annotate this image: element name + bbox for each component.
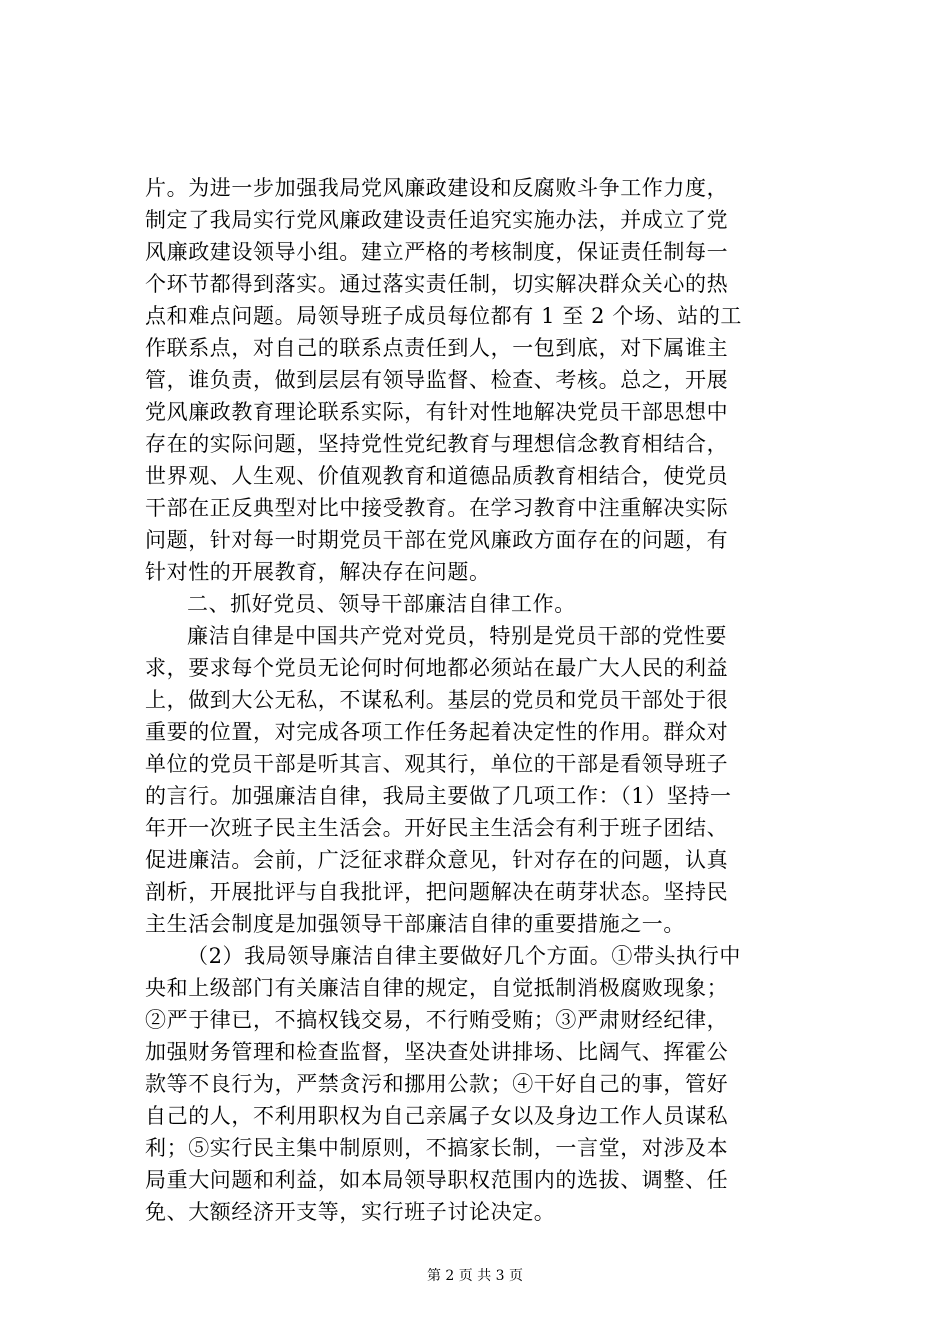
text-line: 风廉政建设领导小组。建立严格的考核制度，保证责任制每一 bbox=[145, 240, 729, 264]
text-line: ②严于律已，不搞权钱交易，不行贿受贿；③严肃财经纪律， bbox=[145, 1008, 729, 1032]
text-line: 个环节都得到落实。通过落实责任制，切实解决群众关心的热 bbox=[145, 272, 729, 296]
text-line: 求，要求每个党员无论何时何地都必须站在最广大人民的利益 bbox=[145, 656, 729, 680]
text-line: 针对性的开展教育，解决存在问题。 bbox=[145, 560, 491, 584]
text-line: 片。为进一步加强我局党风廉政建设和反腐败斗争工作力度， bbox=[145, 176, 729, 200]
text-line: 的言行。加强廉洁自律，我局主要做了几项工作：（1）坚持一 bbox=[145, 784, 732, 808]
section-heading bbox=[145, 588, 810, 620]
text-line: （2）我局领导廉洁自律主要做好几个方面。①带头执行中 bbox=[187, 944, 741, 968]
document-body bbox=[145, 172, 810, 1228]
text-line: 存在的实际问题，坚持党性党纪教育与理想信念教育相结合， bbox=[145, 432, 729, 456]
text-line: 年开一次班子民主生活会。开好民主生活会有利于班子团结、 bbox=[145, 816, 729, 840]
text-line: 管，谁负责，做到层层有领导监督、检查、考核。总之，开展 bbox=[145, 368, 729, 392]
page-footer bbox=[0, 1265, 950, 1285]
paragraph-1 bbox=[145, 172, 810, 588]
text-line: 作联系点，对自己的联系点责任到人，一包到底，对下属谁主 bbox=[145, 336, 729, 360]
text-line: 问题，针对每一时期党员干部在党风廉政方面存在的问题，有 bbox=[145, 528, 729, 552]
text-line: 世界观、人生观、价值观教育和道德品质教育相结合，使党员 bbox=[145, 464, 729, 488]
text-line: 上，做到大公无私，不谋私利。基层的党员和党员干部处于很 bbox=[145, 688, 729, 712]
text-line: 款等不良行为，严禁贪污和挪用公款；④干好自己的事，管好 bbox=[145, 1072, 729, 1096]
text-line: 单位的党员干部是听其言、观其行，单位的干部是看领导班子 bbox=[145, 752, 729, 776]
paragraph-3 bbox=[145, 940, 810, 1228]
text-line: 局重大问题和利益，如本局领导职权范围内的选拔、调整、任 bbox=[145, 1168, 729, 1192]
text-line: 免、大额经济开支等，实行班子讨论决定。 bbox=[145, 1200, 556, 1224]
text-line: 干部在正反典型对比中接受教育。在学习教育中注重解决实际 bbox=[145, 496, 729, 520]
text-line: 主生活会制度是加强领导干部廉洁自律的重要措施之一。 bbox=[145, 912, 685, 936]
text-line: 央和上级部门有关廉洁自律的规定，自觉抵制消极腐败现象； bbox=[145, 976, 729, 1000]
text-line: 党风廉政教育理论联系实际，有针对性地解决党员干部思想中 bbox=[145, 400, 729, 424]
heading-line: 二、抓好党员、领导干部廉洁自律工作。 bbox=[187, 592, 576, 616]
page-number: 第 2 页 共 3 页 bbox=[426, 1268, 524, 1284]
text-line: 利；⑤实行民主集中制原则，不搞家长制，一言堂，对涉及本 bbox=[145, 1136, 729, 1160]
text-line: 廉洁自律是中国共产党对党员，特别是党员干部的党性要 bbox=[187, 624, 727, 648]
paragraph-2 bbox=[145, 620, 810, 940]
text-line: 加强财务管理和检查监督，坚决查处讲排场、比阔气、挥霍公 bbox=[145, 1040, 729, 1064]
text-line: 点和难点问题。局领导班子成员每位都有 1 至 2 个场、站的工 bbox=[145, 304, 743, 328]
text-line: 重要的位置，对完成各项工作任务起着决定性的作用。群众对 bbox=[145, 720, 729, 744]
text-line: 剖析，开展批评与自我批评，把问题解决在萌芽状态。坚持民 bbox=[145, 880, 729, 904]
text-line: 促进廉洁。会前，广泛征求群众意见，针对存在的问题，认真 bbox=[145, 848, 729, 872]
text-line: 制定了我局实行党风廉政建设责任追究实施办法，并成立了党 bbox=[145, 208, 729, 232]
text-line: 自己的人，不利用职权为自己亲属子女以及身边工作人员谋私 bbox=[145, 1104, 729, 1128]
